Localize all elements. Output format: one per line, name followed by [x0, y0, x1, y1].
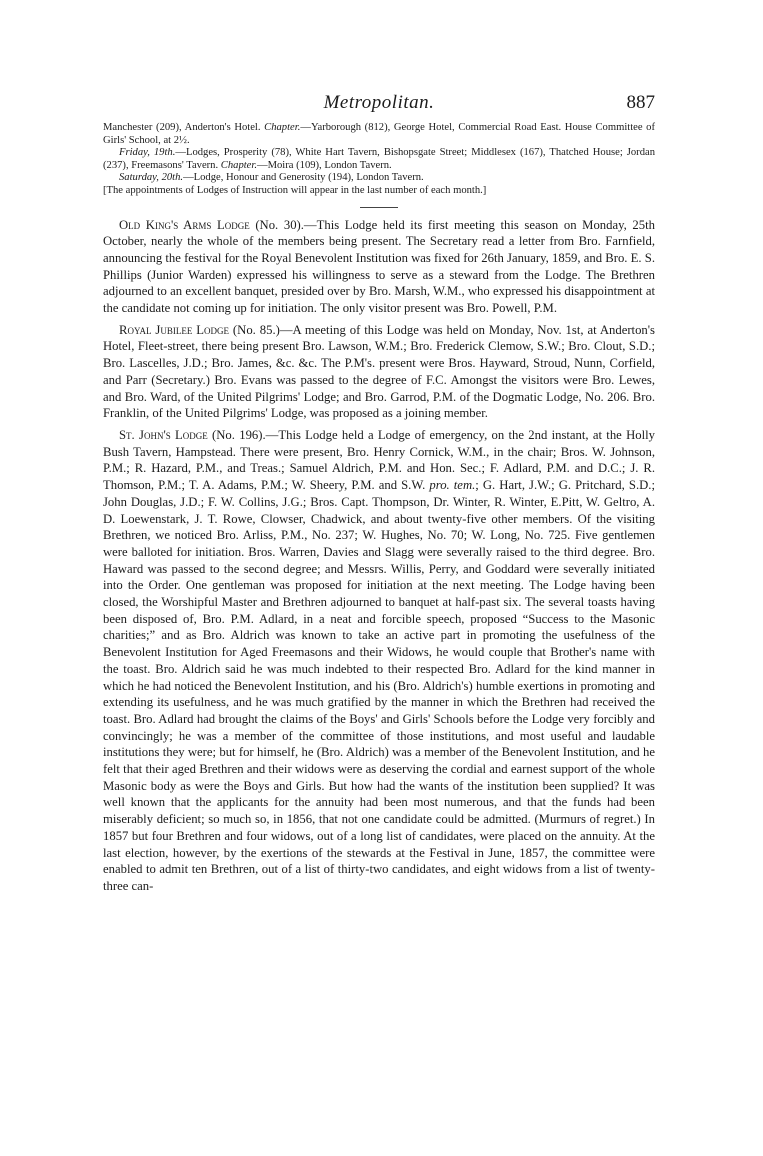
- friday-label: Friday, 19th.: [119, 147, 176, 159]
- friday-chapter-text: —Moira (109), London Tavern.: [256, 159, 392, 171]
- page-header: [103, 92, 655, 122]
- lodge-reports: [103, 217, 655, 895]
- schedule-line1-rest: —Yarborough (812), George Hotel, Commercial Road East. House Committee of Girls' School, at 2½.: [103, 122, 655, 146]
- lodge-name: St. John's Lodge: [119, 428, 208, 442]
- saturday-text: —Lodge, Honour and Generosity (194), London Tavern.: [183, 172, 424, 184]
- meeting-schedule: [103, 122, 655, 198]
- schedule-friday: [103, 147, 655, 172]
- report-text: (No. 85.)—A meeting of this Lodge was held on Monday, Nov. 1st, at Anderton's Hotel, Fleet-street, there being present Bro. Lawson, W.M.; Bro. Frederick Clemow, S.W.; Bro. Clout, S.D.; Bro. Lascelles, J.D.; Bro. James, &c. &c. The P.M's. present were Bros. Hayward, Stroud, Nunn, Corfield, and Parr (Secretary.) Bro. Evans was passed to the degree of F.C. Amongst the visitors were Bro. Lewes, and Bro. Ward, of the United Pilgrims' Lodge; and Bro. Garrod, P.M. of the Dogmatic Lodge, No. 206. Bro. Franklin, of the United Pilgrims' Lodge, was proposed as a joining member.: [103, 322, 655, 421]
- schedule-saturday: [103, 172, 655, 185]
- friday-chapter-label: Chapter.: [220, 159, 257, 171]
- pro-tem: pro. tem.: [429, 478, 476, 493]
- friday-text: —Lodges, Prosperity (78), White Hart Tavern, Bishopsgate Street; Middlesex (167), Thatched House; Jordan (237), Freemasons' Tavern.: [103, 147, 655, 171]
- section-divider: [360, 207, 398, 208]
- report-text: (No. 196).—This Lodge held a Lodge of emergency, on the 2nd instant, at the Holly Bush Tavern, Hampstead. There were present, Bro. Henry Cornick, W.M., in the chair; Bros. W. Johnson, P.M.; R. Hazard, P.M., and Treas.; Samuel Aldrich, P.M. and Hon. Sec.; F. Adlard, P.M. and D.C.; J. R. Thomson, P.M.; T. A. Adams, P.M.; W. Sheery, P.M. and S.W.: [103, 428, 655, 493]
- lodge-name: Royal Jubilee Lodge: [119, 322, 229, 337]
- page-number: 887: [626, 92, 655, 113]
- lodge-name: Old King's Arms Lodge: [119, 217, 250, 232]
- schedule-line1: Manchester (209), Anderton's Hotel.: [103, 122, 265, 133]
- report-st-johns: [103, 427, 655, 895]
- page-column: [103, 92, 655, 900]
- saturday-label: Saturday, 20th.: [119, 172, 184, 184]
- report-text: (No. 30).—This Lodge held its first meeting this season on Monday, 25th October, nearly the whole of the members being present. The Secretary read a letter from Bro. Farnfield, announcing the festival for the Royal Benevolent Institution was fixed for 26th January, 1859, and Bro. E. S. Phillips (Junior Warden) expressed his willingness to serve as a steward from the Lodge. The Brethren adjourned to an excellent banquet, presided over by Bro. Marsh, W.M., who expressed his disappointment at the candidate not coming up for initiation. The only visitor present was Bro. Powell, P.M.: [103, 217, 655, 316]
- running-title: Metropolitan.: [323, 92, 435, 113]
- chapter-label: Chapter.: [264, 122, 301, 133]
- schedule-thursday-continued: [103, 122, 655, 147]
- report-royal-jubilee: [103, 322, 655, 422]
- report-text-continued: ; G. Hart, J.W.; G. Pritchard, S.D.; John Douglas, J.D.; F. W. Collins, J.G.; Bros. Capt. Thompson, Dr. Winter, R. Winter, E.Pitt, W. Geltro, A. D. Loewenstark, J. T. Rowe, Clowser, Chadwick, and about twenty-five other members. Of the visiting Brethren, we noticed Bro. Arliss, P.M., No. 237; W. Hughes, No. 70; W. Long, No. 725. Five gentlemen were balloted for initiation. Bros. Warren, Davies and Slagg were severally raised to the third degree. Bro. Haward was passed to the second degree; and Messrs. Willis, Perry, and Goddard were severally initiated into the Order. One gentleman was proposed for initiation at the next meeting. The Lodge having been closed, the Worshipful Master and Brethren adjourned to banquet at half-past six. The several toasts having been disposed of, Bro. P.M. Adlard, in a neat and forcible speech, proposed “Success to the Masonic charities;” and as Bro. Aldrich was known to take an active part in promoting the usefulness of the Benevolent Institution for Aged Freemasons and their Widows, he would couple that Brother's name with the toast. Bro. Aldrich said he was much indebted to their respected Bro. Adlard for the kind manner in which he had noticed the Benevolent Institution, and his (Bro. Aldrich's) humble exertions in promoting and extending its usefulness, and he was much gratified by the manner in which the Brethren had received the toast. Bro. Adlard had brought the claims of the Boys' and Girls' Schools before the Lodge very forcibly and convincingly; he was a member of the committee of those institutions, and most useful and laudable institutions they were; but for himself, he (Bro. Aldrich) was a member of the Benevolent Institution, and he felt that their aged Brethren and their widows were as deserving the cordial and earnest support of the whole Masonic body as were the Boys and Girls. But how had the wants of the institution been supplied? It was well known that the applicants for the annuity had been most numerous, and that the funds had been miserably deficient; so much so, in 1856, that not one candidate could be admitted. (Murmurs of regret.) In 1857 but four Brethren and four widows, out of a long list of candidates, were placed on the annuity. At the last election, however, by the exertions of the stewards at the Festival in June, 1857, the committee were enabled to admit ten Brethren, out of a list of thirty-two candidates, and eight widows from a list of twenty-three can-: [103, 478, 655, 893]
- instruction-notice: [The appointments of Lodges of Instruction will appear in the last number of each month.]: [103, 184, 487, 196]
- report-old-kings-arms: [103, 217, 655, 317]
